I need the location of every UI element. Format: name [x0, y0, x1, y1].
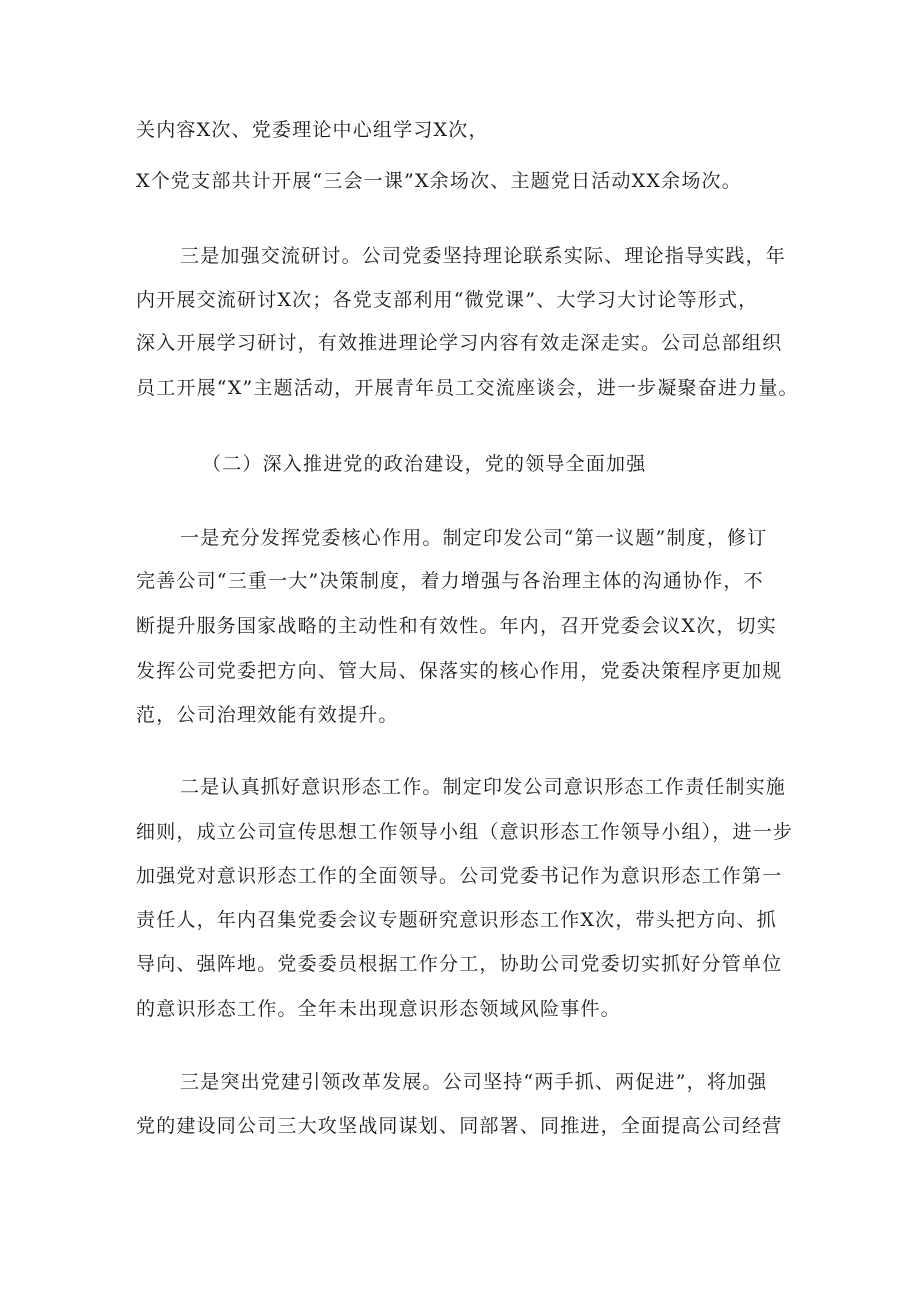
- paragraph-start-line: 三是突出党建引领改革发展。公司坚持“两手抓、两促进”，将加强: [180, 1071, 768, 1093]
- text-line: 关内容X次、党委理论中心组学习X次，: [136, 119, 489, 141]
- text-line: 的意识形态工作。全年未出现意识形态领域风险事件。: [136, 998, 621, 1020]
- text-line: 细则，成立公司宣传思想工作领导小组（意识形态工作领导小组），进一步: [136, 821, 794, 843]
- paragraph-start-line: 三是加强交流研讨。公司党委坚持理论联系实际、理论指导实践，年: [180, 245, 787, 267]
- text-line: 断提升服务国家战略的主动性和有效性。年内，召开党委会议X次，切实: [136, 615, 777, 637]
- text-line: 员工开展“X”主题活动，开展青年员工交流座谈会，进一步凝聚奋进力量。: [136, 377, 799, 399]
- paragraph-start-line: 二是认真抓好意识形态工作。制定印发公司意识形态工作责任制实施: [180, 776, 787, 798]
- paragraph-start-line: 一是充分发挥党委核心作用。制定印发公司“第一议题”制度，修订: [180, 527, 768, 549]
- text-line: X个党支部共计开展“三会一课”X余场次、主题党日活动XX余场次。: [136, 170, 742, 192]
- section-heading: （二）深入推进党的政治建设，党的领导全面加强: [202, 453, 647, 475]
- text-line: 范，公司治理效能有效提升。: [136, 704, 399, 726]
- text-line: 责任人，年内召集党委会议专题研究意识形态工作X次，带头把方向、抓: [136, 909, 777, 931]
- text-line: 导向、强阵地。党委委员根据工作分工，协助公司党委切实抓好分管单位: [136, 953, 783, 975]
- text-line: 内开展交流研讨X次；各党支部利用“微党课”、大学习大讨论等形式，: [136, 289, 759, 311]
- text-line: 加强党对意识形态工作的全面领导。公司党委书记作为意识形态工作第一: [136, 865, 783, 887]
- text-line: 发挥公司党委把方向、管大局、保落实的核心作用，党委决策程序更加规: [136, 660, 783, 682]
- text-line: 完善公司“三重一大”决策制度，着力增强与各治理主体的沟通协作，不: [136, 570, 764, 592]
- text-line: 党的建设同公司三大攻坚战同谋划、同部署、同推进，全面提高公司经营: [136, 1115, 783, 1137]
- text-line: 深入开展学习研讨，有效推进理论学习内容有效走深走实。公司总部组织: [136, 332, 783, 354]
